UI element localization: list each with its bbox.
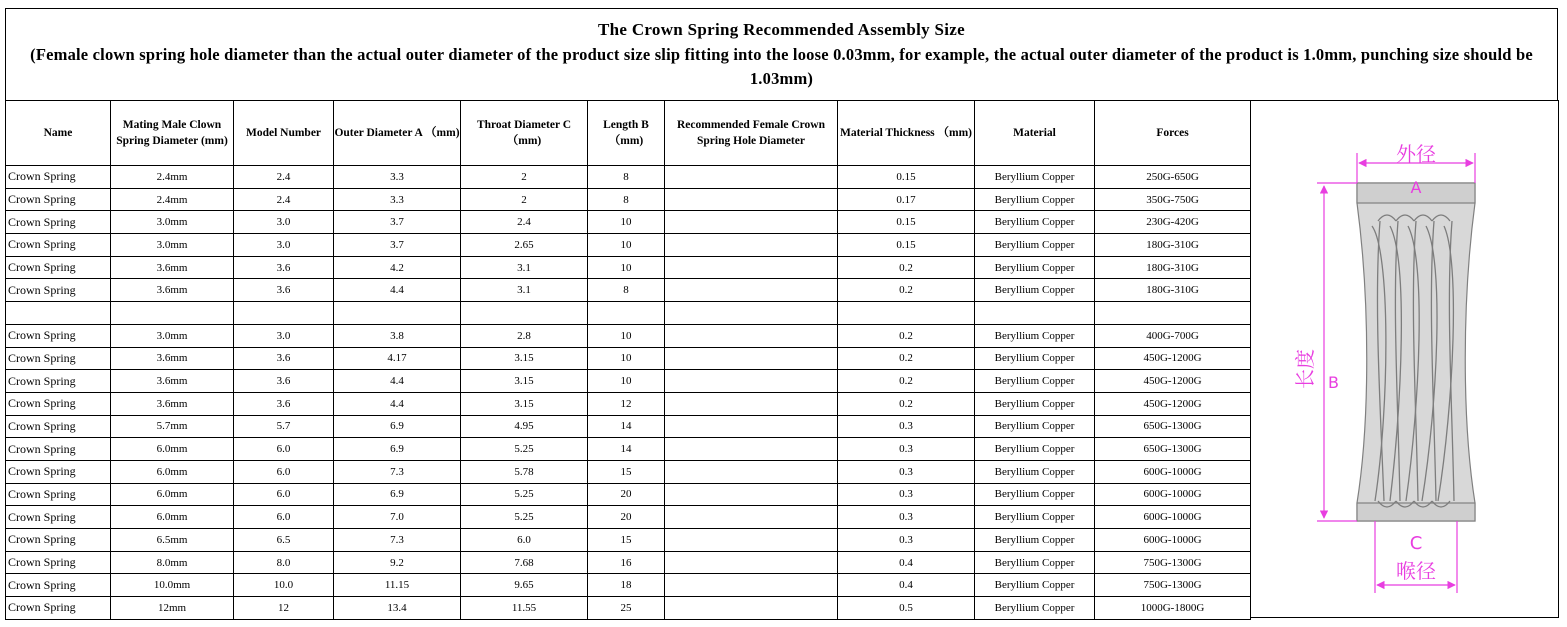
table-cell bbox=[665, 370, 838, 393]
table-cell: 12 bbox=[588, 392, 665, 415]
table-cell: 3.6mm bbox=[111, 392, 234, 415]
table-cell: 750G-1300G bbox=[1095, 551, 1251, 574]
table-cell: 450G-1200G bbox=[1095, 392, 1251, 415]
table-cell: 3.1 bbox=[461, 279, 588, 302]
throat-diameter-letter: C bbox=[1409, 533, 1423, 554]
table-cell: 0.4 bbox=[838, 551, 975, 574]
column-header: Recommended Female Crown Spring Hole Diameter bbox=[665, 101, 838, 166]
table-cell: Beryllium Copper bbox=[975, 188, 1095, 211]
table-cell: 3.6 bbox=[234, 392, 334, 415]
table-cell: 3.6 bbox=[234, 279, 334, 302]
table-cell: Crown Spring bbox=[6, 597, 111, 620]
table-body bbox=[6, 166, 1251, 620]
table-cell: 180G-310G bbox=[1095, 279, 1251, 302]
table-cell: Beryllium Copper bbox=[975, 597, 1095, 620]
table-row bbox=[6, 279, 1251, 302]
table-cell: 6.5mm bbox=[111, 529, 234, 552]
table-cell: 7.3 bbox=[334, 460, 461, 483]
table-cell: Beryllium Copper bbox=[975, 370, 1095, 393]
table-cell: Crown Spring bbox=[6, 234, 111, 257]
table-cell: 9.65 bbox=[461, 574, 588, 597]
table-cell bbox=[111, 302, 234, 325]
table-cell: Crown Spring bbox=[6, 438, 111, 461]
table-row bbox=[6, 256, 1251, 279]
table-cell bbox=[665, 506, 838, 529]
table-cell: 5.25 bbox=[461, 506, 588, 529]
table-cell: 0.2 bbox=[838, 279, 975, 302]
table-cell: 4.4 bbox=[334, 370, 461, 393]
table-cell: 600G-1000G bbox=[1095, 529, 1251, 552]
table-cell: Beryllium Copper bbox=[975, 415, 1095, 438]
table-cell bbox=[665, 460, 838, 483]
table-cell: 0.2 bbox=[838, 324, 975, 347]
table-cell bbox=[665, 597, 838, 620]
table-cell: 8 bbox=[588, 188, 665, 211]
table-cell bbox=[665, 574, 838, 597]
table-cell: 3.7 bbox=[334, 211, 461, 234]
table-cell: 0.15 bbox=[838, 234, 975, 257]
assembly-size-table bbox=[5, 100, 1251, 620]
table-cell: 6.9 bbox=[334, 415, 461, 438]
table-cell: 4.17 bbox=[334, 347, 461, 370]
table-cell: 3.0 bbox=[234, 211, 334, 234]
table-cell: 8.0 bbox=[234, 551, 334, 574]
table-cell: 3.15 bbox=[461, 347, 588, 370]
table-cell: Crown Spring bbox=[6, 483, 111, 506]
table-cell bbox=[588, 302, 665, 325]
table-cell: 0.2 bbox=[838, 347, 975, 370]
table-cell: Beryllium Copper bbox=[975, 460, 1095, 483]
table-cell: 6.0mm bbox=[111, 438, 234, 461]
column-header: Material bbox=[975, 101, 1095, 166]
table-cell: Beryllium Copper bbox=[975, 234, 1095, 257]
table-cell: 6.0mm bbox=[111, 483, 234, 506]
table-cell: 7.68 bbox=[461, 551, 588, 574]
table-cell: 6.0 bbox=[234, 483, 334, 506]
table-cell: 7.0 bbox=[334, 506, 461, 529]
table-cell: Beryllium Copper bbox=[975, 347, 1095, 370]
table-cell: Beryllium Copper bbox=[975, 256, 1095, 279]
table-cell: 3.1 bbox=[461, 256, 588, 279]
table-cell bbox=[6, 302, 111, 325]
table-cell: 2 bbox=[461, 188, 588, 211]
table-cell: 8 bbox=[588, 166, 665, 189]
table-row bbox=[6, 574, 1251, 597]
table-cell: 8 bbox=[588, 279, 665, 302]
outer-diameter-label: 外径 bbox=[1396, 142, 1436, 166]
table-cell: 3.6mm bbox=[111, 370, 234, 393]
column-header: Mating Male Clown Spring Diameter (mm) bbox=[111, 101, 234, 166]
table-cell: 2.4 bbox=[234, 166, 334, 189]
table-cell: 3.6mm bbox=[111, 279, 234, 302]
table-cell: 3.6 bbox=[234, 256, 334, 279]
table-cell: 2.65 bbox=[461, 234, 588, 257]
table-cell: 0.3 bbox=[838, 415, 975, 438]
table-row bbox=[6, 551, 1251, 574]
table-cell: 10 bbox=[588, 211, 665, 234]
table-cell: 15 bbox=[588, 529, 665, 552]
table-cell: 3.8 bbox=[334, 324, 461, 347]
table-cell bbox=[665, 529, 838, 552]
table-cell: 11.55 bbox=[461, 597, 588, 620]
table-cell: 3.15 bbox=[461, 392, 588, 415]
table-row bbox=[6, 166, 1251, 189]
table-row bbox=[6, 460, 1251, 483]
table-cell bbox=[334, 302, 461, 325]
table-cell: 2.4mm bbox=[111, 166, 234, 189]
table-cell: 12mm bbox=[111, 597, 234, 620]
table-cell: 0.2 bbox=[838, 392, 975, 415]
table-cell bbox=[665, 188, 838, 211]
table-cell bbox=[665, 256, 838, 279]
table-cell bbox=[665, 438, 838, 461]
table-cell bbox=[665, 302, 838, 325]
table-row bbox=[6, 211, 1251, 234]
table-cell bbox=[665, 324, 838, 347]
table-row bbox=[6, 370, 1251, 393]
column-header: Forces bbox=[1095, 101, 1251, 166]
table-cell: 8.0mm bbox=[111, 551, 234, 574]
table-cell: 0.3 bbox=[838, 506, 975, 529]
table-cell: 3.6mm bbox=[111, 347, 234, 370]
table-cell: 10.0 bbox=[234, 574, 334, 597]
table-cell: 7.3 bbox=[334, 529, 461, 552]
table-cell: 2 bbox=[461, 166, 588, 189]
table-cell: 5.25 bbox=[461, 483, 588, 506]
table-cell: Crown Spring bbox=[6, 279, 111, 302]
table-cell: 3.7 bbox=[334, 234, 461, 257]
table-cell: 5.25 bbox=[461, 438, 588, 461]
table-cell: Crown Spring bbox=[6, 574, 111, 597]
page-subtitle: (Female clown spring hole diameter than the actual outer diameter of the product size slip fitting into the loose 0.03mm, for example, the actual outer diameter of the product is 1.0mm, punching size should be 1.03mm) bbox=[30, 45, 1533, 88]
table-cell: 0.3 bbox=[838, 438, 975, 461]
table-cell: 10 bbox=[588, 256, 665, 279]
table-cell: 6.0 bbox=[234, 438, 334, 461]
column-header: Material Thickness （mm) bbox=[838, 101, 975, 166]
table-cell: 3.0mm bbox=[111, 234, 234, 257]
table-header-row bbox=[6, 101, 1251, 166]
table-cell: 14 bbox=[588, 438, 665, 461]
table-cell: 3.0 bbox=[234, 324, 334, 347]
column-header: Throat Diameter C （mm) bbox=[461, 101, 588, 166]
table-cell: 6.0 bbox=[234, 506, 334, 529]
table-cell: Crown Spring bbox=[6, 529, 111, 552]
table-cell bbox=[234, 302, 334, 325]
table-row bbox=[6, 392, 1251, 415]
table-cell: 650G-1300G bbox=[1095, 415, 1251, 438]
table-cell: Crown Spring bbox=[6, 370, 111, 393]
table-cell: 3.6 bbox=[234, 370, 334, 393]
table-cell: Crown Spring bbox=[6, 415, 111, 438]
table-cell: 400G-700G bbox=[1095, 324, 1251, 347]
table-cell: 6.0 bbox=[234, 460, 334, 483]
table-cell: 750G-1300G bbox=[1095, 574, 1251, 597]
table-cell: Beryllium Copper bbox=[975, 324, 1095, 347]
table-cell: Crown Spring bbox=[6, 460, 111, 483]
throat-diameter-label: 喉径 bbox=[1396, 559, 1436, 583]
table-cell: 2.4 bbox=[234, 188, 334, 211]
table-cell: Crown Spring bbox=[6, 324, 111, 347]
table-cell: 13.4 bbox=[334, 597, 461, 620]
table-cell: 6.0mm bbox=[111, 506, 234, 529]
table-row bbox=[6, 188, 1251, 211]
table-cell: 4.95 bbox=[461, 415, 588, 438]
table-cell bbox=[665, 483, 838, 506]
table-cell: 14 bbox=[588, 415, 665, 438]
table-cell: Beryllium Copper bbox=[975, 392, 1095, 415]
table-row bbox=[6, 597, 1251, 620]
table-cell: 12 bbox=[234, 597, 334, 620]
table-cell: 0.15 bbox=[838, 166, 975, 189]
table-cell: 0.5 bbox=[838, 597, 975, 620]
table-cell bbox=[975, 302, 1095, 325]
table-cell: 5.78 bbox=[461, 460, 588, 483]
table-row bbox=[6, 347, 1251, 370]
table-cell: Crown Spring bbox=[6, 551, 111, 574]
table-row bbox=[6, 324, 1251, 347]
crown-spring-diagram bbox=[1250, 100, 1559, 618]
table-cell: 0.4 bbox=[838, 574, 975, 597]
table-cell: 18 bbox=[588, 574, 665, 597]
table-cell: 4.2 bbox=[334, 256, 461, 279]
table-row bbox=[6, 234, 1251, 257]
column-header: Outer Diameter A （mm) bbox=[334, 101, 461, 166]
spec-sheet bbox=[5, 8, 1558, 617]
table-cell: 450G-1200G bbox=[1095, 347, 1251, 370]
table-cell: 4.4 bbox=[334, 392, 461, 415]
table-cell: 3.0mm bbox=[111, 211, 234, 234]
table-cell: Crown Spring bbox=[6, 506, 111, 529]
table-cell bbox=[665, 234, 838, 257]
table-cell: 350G-750G bbox=[1095, 188, 1251, 211]
table-row bbox=[6, 302, 1251, 325]
table-cell: 6.9 bbox=[334, 438, 461, 461]
table-cell: Crown Spring bbox=[6, 211, 111, 234]
table-cell bbox=[838, 302, 975, 325]
table-cell bbox=[1095, 302, 1251, 325]
table-cell: 3.3 bbox=[334, 166, 461, 189]
table-cell: 6.0 bbox=[461, 529, 588, 552]
table-cell: 6.9 bbox=[334, 483, 461, 506]
table-cell: 1000G-1800G bbox=[1095, 597, 1251, 620]
table-cell: Crown Spring bbox=[6, 392, 111, 415]
table-row bbox=[6, 438, 1251, 461]
table-cell: Beryllium Copper bbox=[975, 279, 1095, 302]
table-cell: Beryllium Copper bbox=[975, 574, 1095, 597]
length-label: 长度 bbox=[1293, 349, 1317, 389]
table-cell: 600G-1000G bbox=[1095, 460, 1251, 483]
table-cell: 650G-1300G bbox=[1095, 438, 1251, 461]
table-cell: 2.4 bbox=[461, 211, 588, 234]
table-cell bbox=[665, 166, 838, 189]
table-cell: 600G-1000G bbox=[1095, 483, 1251, 506]
table-cell: 10 bbox=[588, 370, 665, 393]
table-cell: 16 bbox=[588, 551, 665, 574]
table-cell: Crown Spring bbox=[6, 188, 111, 211]
table-cell: 3.6mm bbox=[111, 256, 234, 279]
table-cell: 3.15 bbox=[461, 370, 588, 393]
table-cell bbox=[665, 551, 838, 574]
table-cell: 4.4 bbox=[334, 279, 461, 302]
table-cell: 2.8 bbox=[461, 324, 588, 347]
table-cell: Beryllium Copper bbox=[975, 551, 1095, 574]
table-cell: 180G-310G bbox=[1095, 234, 1251, 257]
table-cell: Beryllium Copper bbox=[975, 506, 1095, 529]
outer-diameter-letter: A bbox=[1410, 178, 1422, 197]
table-cell: 20 bbox=[588, 506, 665, 529]
table-cell: 3.3 bbox=[334, 188, 461, 211]
table-cell: 3.6 bbox=[234, 347, 334, 370]
table-cell: 3.0 bbox=[234, 234, 334, 257]
table-row bbox=[6, 506, 1251, 529]
table-cell: 250G-650G bbox=[1095, 166, 1251, 189]
length-letter: B bbox=[1328, 373, 1339, 392]
table-cell: 10 bbox=[588, 234, 665, 257]
table-cell: Beryllium Copper bbox=[975, 166, 1095, 189]
table-cell: 450G-1200G bbox=[1095, 370, 1251, 393]
table-cell: Crown Spring bbox=[6, 347, 111, 370]
table-cell: 9.2 bbox=[334, 551, 461, 574]
table-cell bbox=[665, 347, 838, 370]
table-cell: 0.3 bbox=[838, 529, 975, 552]
table-cell: 10 bbox=[588, 347, 665, 370]
table-cell: Crown Spring bbox=[6, 256, 111, 279]
table-row bbox=[6, 529, 1251, 552]
table-cell: 0.3 bbox=[838, 483, 975, 506]
column-header: Model Number bbox=[234, 101, 334, 166]
table-cell bbox=[665, 279, 838, 302]
table-cell: 20 bbox=[588, 483, 665, 506]
table-cell: 2.4mm bbox=[111, 188, 234, 211]
table-cell: Crown Spring bbox=[6, 166, 111, 189]
table-cell: 180G-310G bbox=[1095, 256, 1251, 279]
table-cell: 0.3 bbox=[838, 460, 975, 483]
title-block bbox=[5, 8, 1558, 101]
table-cell bbox=[665, 415, 838, 438]
table-cell: 600G-1000G bbox=[1095, 506, 1251, 529]
column-header: Length B （mm) bbox=[588, 101, 665, 166]
table-row bbox=[6, 415, 1251, 438]
table-cell: Beryllium Copper bbox=[975, 529, 1095, 552]
spring-body bbox=[1357, 183, 1475, 521]
table-cell: 230G-420G bbox=[1095, 211, 1251, 234]
table-cell: 15 bbox=[588, 460, 665, 483]
table-cell: Beryllium Copper bbox=[975, 211, 1095, 234]
table-cell: 10.0mm bbox=[111, 574, 234, 597]
table-cell: Beryllium Copper bbox=[975, 483, 1095, 506]
diagram-svg bbox=[1250, 101, 1558, 617]
table-cell: 11.15 bbox=[334, 574, 461, 597]
column-header: Name bbox=[6, 101, 111, 166]
table-cell: 0.2 bbox=[838, 370, 975, 393]
table-cell: 6.5 bbox=[234, 529, 334, 552]
table-cell: 0.17 bbox=[838, 188, 975, 211]
table-cell bbox=[665, 211, 838, 234]
table-cell: 5.7mm bbox=[111, 415, 234, 438]
table-cell: 5.7 bbox=[234, 415, 334, 438]
table-cell: 0.15 bbox=[838, 211, 975, 234]
table-cell bbox=[665, 392, 838, 415]
table-cell: 3.0mm bbox=[111, 324, 234, 347]
table-cell: 0.2 bbox=[838, 256, 975, 279]
table-cell: Beryllium Copper bbox=[975, 438, 1095, 461]
table-cell: 10 bbox=[588, 324, 665, 347]
table-cell bbox=[461, 302, 588, 325]
table-row bbox=[6, 483, 1251, 506]
page-title: The Crown Spring Recommended Assembly Size bbox=[598, 20, 965, 39]
table-cell: 6.0mm bbox=[111, 460, 234, 483]
table-cell: 25 bbox=[588, 597, 665, 620]
